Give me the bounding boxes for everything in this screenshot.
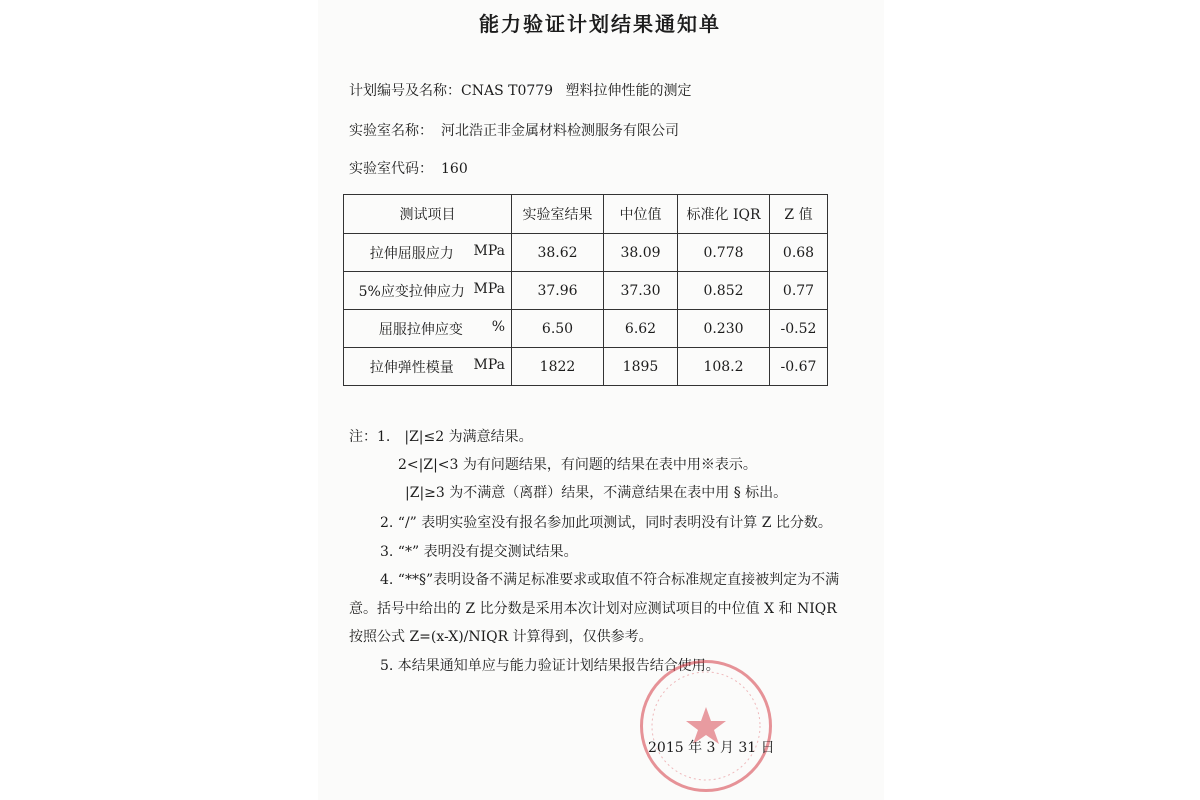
official-seal	[640, 660, 772, 792]
cell-result: 38.62	[512, 234, 604, 272]
note-1-unsatisfactory: |Z|≥3 为不满意（离群）结果，不满意结果在表中用 § 标出。	[405, 485, 788, 501]
seal-star-icon	[643, 663, 769, 789]
cell-result: 6.50	[512, 310, 604, 348]
plan-line	[349, 80, 692, 100]
item-name: 5%应变拉伸应力	[358, 283, 465, 300]
cell-item	[344, 310, 512, 348]
table-row	[344, 234, 828, 272]
plan-code: CNAS T0779	[461, 83, 554, 99]
note-4-line-2: 意。括号中给出的 Z 比分数是采用本次计划对应测试项目的中位值 X 和 NIQR	[349, 601, 837, 617]
header-niqr: 标准化 IQR	[678, 195, 770, 234]
header-z-value: Z 值	[770, 195, 828, 234]
note-4-line-3: 按照公式 Z=(x-X)/NIQR 计算得到，仅供参考。	[349, 629, 653, 645]
results-table	[343, 194, 828, 386]
item-name: 屈服拉伸应变	[378, 321, 463, 338]
item-name: 拉伸屈服应力	[369, 245, 454, 262]
table-row	[344, 272, 828, 310]
lab-label: 实验室名称：	[349, 123, 433, 139]
item-unit: MPa	[473, 242, 505, 259]
lab-code-line	[349, 158, 468, 178]
cell-median: 37.30	[604, 272, 678, 310]
cell-median: 38.09	[604, 234, 678, 272]
table-row	[344, 348, 828, 386]
cell-niqr: 108.2	[678, 348, 770, 386]
issue-date: 2015 年 3 月 31 日	[648, 740, 775, 756]
note-1: 注：1. |Z|≤2 为满意结果。	[349, 429, 533, 445]
table-header-row	[344, 195, 828, 234]
note-3: 3. “*” 表明没有提交测试结果。	[380, 544, 578, 560]
cell-item	[344, 272, 512, 310]
note-5: 5. 本结果通知单应与能力验证计划结果报告结合使用。	[380, 658, 720, 674]
document-title: 能力验证计划结果通知单	[479, 12, 721, 36]
table-row	[344, 310, 828, 348]
cell-z: 0.68	[770, 234, 828, 272]
cell-z: -0.52	[770, 310, 828, 348]
item-unit: %	[491, 318, 505, 335]
item-name: 拉伸弹性模量	[369, 359, 454, 376]
cell-z: 0.77	[770, 272, 828, 310]
item-unit: MPa	[473, 356, 505, 373]
cell-niqr: 0.778	[678, 234, 770, 272]
cell-median: 6.62	[604, 310, 678, 348]
lab-line	[349, 120, 679, 140]
cell-item	[344, 234, 512, 272]
cell-z: -0.67	[770, 348, 828, 386]
lab-code-value: 160	[441, 161, 468, 177]
lab-name: 河北浩正非金属材料检测服务有限公司	[441, 123, 679, 139]
cell-niqr: 0.852	[678, 272, 770, 310]
note-4-line-1: 4. “**§”表明设备不满足标准要求或取值不符合标准规定直接被判定为不满	[380, 572, 840, 588]
cell-result: 37.96	[512, 272, 604, 310]
note-2: 2. “/” 表明实验室没有报名参加此项测试，同时表明没有计算 Z 比分数。	[380, 515, 832, 531]
note-1-questionable: 2<|Z|<3 为有问题结果，有问题的结果在表中用※表示。	[398, 457, 757, 473]
header-lab-result: 实验室结果	[512, 195, 604, 234]
header-test-item: 测试项目	[344, 195, 512, 234]
cell-result: 1822	[512, 348, 604, 386]
cell-niqr: 0.230	[678, 310, 770, 348]
item-unit: MPa	[473, 280, 505, 297]
header-median: 中位值	[604, 195, 678, 234]
cell-median: 1895	[604, 348, 678, 386]
cell-item	[344, 348, 512, 386]
lab-code-label: 实验室代码：	[349, 161, 433, 177]
plan-label: 计划编号及名称：	[349, 83, 461, 99]
plan-name: 塑料拉伸性能的测定	[565, 83, 692, 99]
